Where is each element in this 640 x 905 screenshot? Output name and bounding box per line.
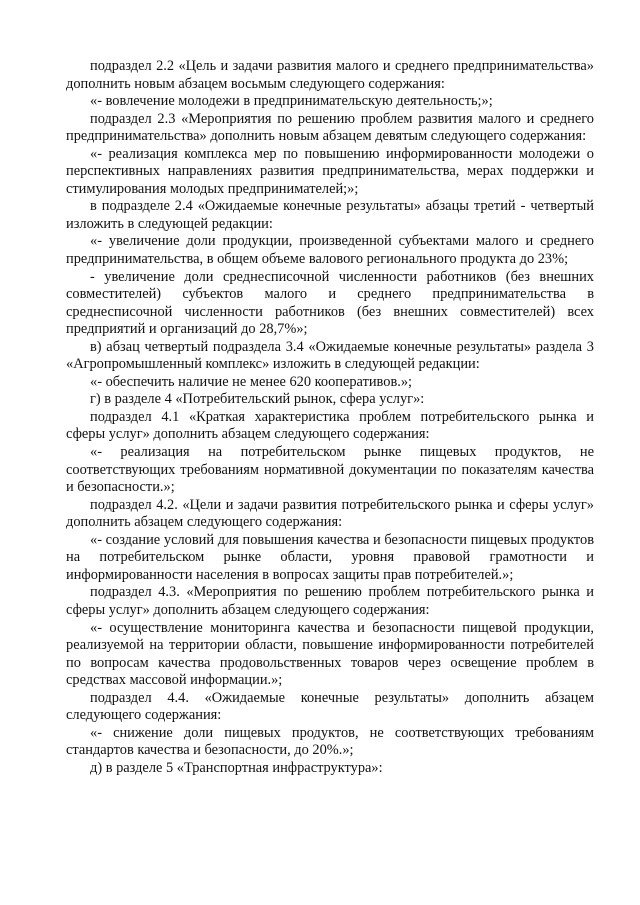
paragraph-4-2-quote: «- создание условий для повышения качества и безопасности пищевых продуктов на потребительском рынке области, уровня правовой грамотности и информированности населения в вопросах защиты прав потребителей.»;: [66, 531, 594, 583]
paragraph-4-1-quote: «- реализация на потребительском рынке пищевых продуктов, не соответствующих требованиям нормативной документации по показателям качества и безопасности.»;: [66, 444, 594, 496]
paragraph-section-4-heading: г) в разделе 4 «Потребительский рынок, сфера услуг»:: [90, 391, 425, 408]
paragraph-4-4-quote: «- снижение доли пищевых продуктов, не соответствующих требованиям стандартов качества и безопасности, до 20%.»;: [66, 724, 594, 759]
paragraph-4-4-intro: подраздел 4.4. «Ожидаемые конечные результаты» дополнить абзацем следующего содержания:: [66, 689, 594, 724]
paragraph-2-4-item-2: - увеличение доли среднесписочной численности работников (без внешних совместителей) субъектов малого и среднего предпринимательства в среднесписочной численности работников (без внешних совместителей) всех предприятий и организаций до 28,7%»;: [66, 268, 594, 338]
paragraph-2-4-intro: в подразделе 2.4 «Ожидаемые конечные результаты» абзацы третий - четвертый изложить в следующей редакции:: [66, 198, 594, 232]
paragraph-3-4-quote: «- обеспечить наличие не менее 620 кооперативов.»;: [90, 373, 413, 390]
paragraph-2-3-quote: «- реализация комплекса мер по повышению информированности молодежи о перспективных направлениях развития предпринимательства, мерах поддержки и стимулирования молодых предпринимателей;»;: [66, 145, 594, 197]
paragraph-section-5-heading: д) в разделе 5 «Транспортная инфраструктура»:: [90, 759, 383, 776]
paragraph-4-2-intro: подраздел 4.2. «Цели и задачи развития потребительского рынка и сферы услуг» дополнить абзацем следующего содержания:: [66, 496, 594, 531]
paragraph-2-2-intro: подраздел 2.2 «Цель и задачи развития малого и среднего предпринимательства» дополнить новым абзацем восьмым следующего содержания:: [66, 58, 594, 92]
paragraph-2-4-item-1: «- увеличение доли продукции, произведенной субъектами малого и среднего предпринимательства, в общем объеме валового регионального продукта до 23%;: [66, 233, 594, 268]
paragraph-4-3-intro: подраздел 4.3. «Мероприятия по решению проблем потребительского рынка и сферы услуг» дополнить абзацем следующего содержания:: [66, 584, 594, 618]
paragraph-4-1-intro: подраздел 4.1 «Краткая характеристика проблем потребительского рынка и сферы услуг» дополнить абзацем следующего содержания:: [66, 408, 594, 443]
paragraph-2-2-quote: «- вовлечение молодежи в предпринимательскую деятельность;»;: [90, 93, 493, 110]
paragraph-2-3-intro: подраздел 2.3 «Мероприятия по решению проблем развития малого и среднего предпринимательства» дополнить новым абзацем девятым следующего содержания:: [66, 110, 594, 145]
paragraph-3-4-intro: в) абзац четвертый подраздела 3.4 «Ожидаемые конечные результаты» раздела 3 «Агропромышленный комплекс» изложить в следующей редакции:: [66, 338, 594, 373]
paragraph-4-3-quote: «- осуществление мониторинга качества и безопасности пищевой продукции, реализуемой на территории области, повышение информированности потребителей по вопросам качества продовольственных товаров через освещение проблем в средствах массовой информации.»;: [66, 619, 594, 689]
document-page: [66, 58, 594, 777]
